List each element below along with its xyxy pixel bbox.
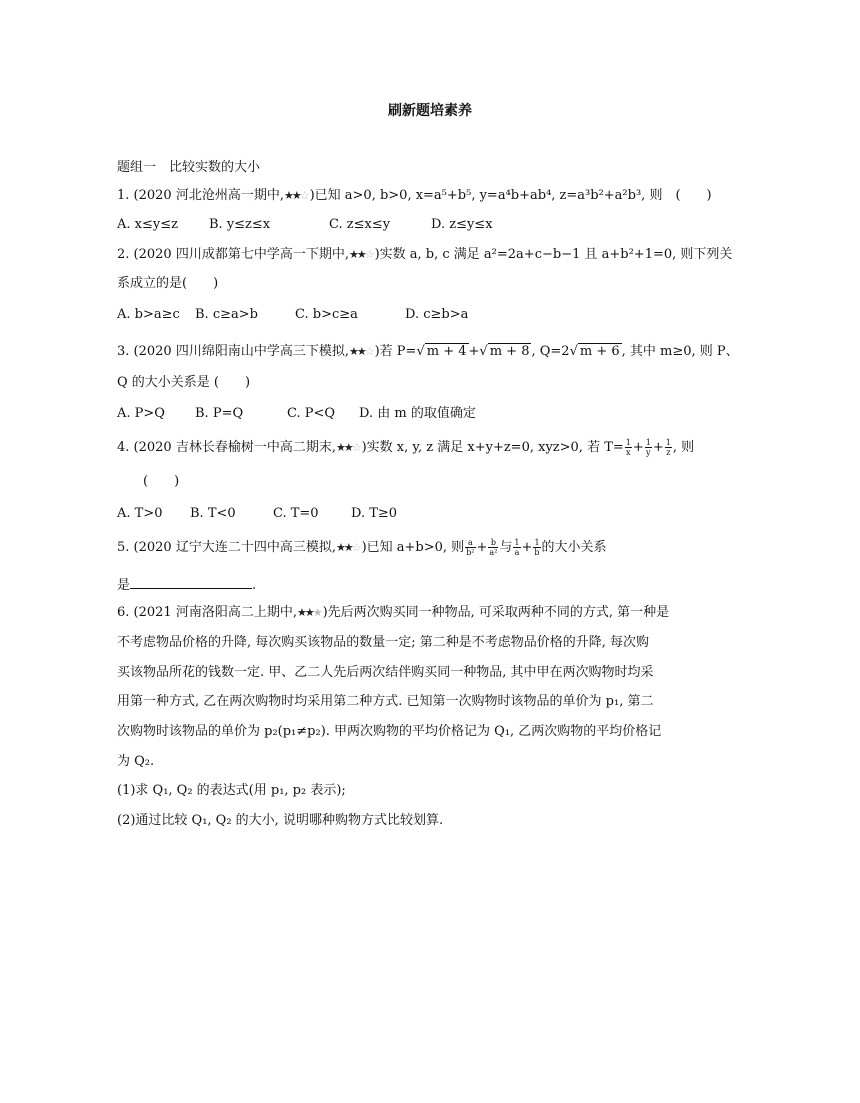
- question-6-line: 买该物品所花的钱数一定. 甲、乙二人先后两次结伴购买同一种物品, 其中甲在两次购物时均采: [117, 665, 654, 680]
- fraction: $\frac{b}{\text{a²}}$: [489, 538, 498, 557]
- question-6-part-1: (1)求 Q₁, Q₂ 的表达式(用 p₁, p₂ 表示);: [117, 783, 346, 798]
- fraction: $\frac{a}{\text{b²}}$: [466, 538, 475, 557]
- difficulty-stars-icon: ★★☆: [335, 541, 360, 554]
- option-d: D. 由 m 的取值确定: [359, 406, 476, 421]
- question-6-line: 次购物时该物品的单价为 p₂(p₁≠p₂). 甲两次购物的平均价格记为 Q₁, 乙两次购物的平均价格记: [117, 724, 662, 739]
- difficulty-stars-icon: ★★☆: [348, 345, 373, 358]
- option-b: B. P=Q: [195, 406, 244, 421]
- question-4-answer-paren: ( ): [143, 474, 180, 489]
- difficulty-stars-icon: ★★☆: [335, 441, 360, 454]
- difficulty-stars-icon: ★★☆: [348, 248, 373, 261]
- option-c: C. P<Q: [287, 406, 336, 421]
- question-6-line: 用第一种方式, 乙在两次购物时均采用第二种方式. 已知第一次购物时该物品的单价为 p₁, 第二: [117, 694, 654, 709]
- question-6-line: 为 Q₂.: [117, 754, 155, 769]
- question-5-line-2: 是 .: [117, 574, 256, 596]
- option-d: D. T≥0: [351, 506, 398, 521]
- group-heading: 题组一 比较实数的大小: [117, 160, 261, 175]
- question-3-line-2: Q 的大小关系是 ( ): [117, 375, 251, 390]
- difficulty-stars-icon: ★★☆: [283, 189, 308, 202]
- fraction: $\frac{1}{b}$: [534, 538, 540, 557]
- option-c: C. T=0: [273, 506, 319, 521]
- fraction: $\frac{1}{y}$: [645, 438, 651, 457]
- question-6: 6. (2021 河南洛阳高二上期中,★★★ )先后两次购买同一种物品, 可采取两种不同的方式, 第一种是: [117, 603, 669, 623]
- option-d: D. c≥b>a: [405, 307, 469, 322]
- option-b: B. y≤z≤x: [209, 217, 271, 232]
- answer-blank[interactable]: [130, 574, 252, 589]
- sqrt-expression: √ m + 6: [569, 344, 620, 359]
- option-a: A. P>Q: [117, 406, 165, 421]
- question-1-options: [117, 215, 493, 235]
- question-4: 4. (2020 吉林长春榆树一中高二期末,★★☆ )实数 x, y, z 满足 x+y+z=0, xyz>0, 若 T= $\frac{1}{x}$ + $\frac{1}{y}$ + $\frac{1}{z}$ , 则: [117, 438, 695, 457]
- option-d: D. z≤y≤x: [431, 217, 493, 232]
- option-b: B. c≥a>b: [195, 307, 258, 322]
- question-2-options: [117, 305, 468, 325]
- fraction: $\frac{1}{x}$: [625, 438, 631, 457]
- option-c: C. b>c≥a: [295, 307, 358, 322]
- question-6-part-2: (2)通过比较 Q₁, Q₂ 的大小, 说明哪种购物方式比较划算.: [117, 813, 444, 828]
- fraction: $\frac{1}{a}$: [514, 538, 520, 557]
- question-1: 1. (2020 河北沧州高一期中,★★☆ )已知 a>0, b>0, x=a⁵+b⁵, y=a⁴b+ab⁴, z=a³b²+a²b³, 则 ( ): [117, 186, 712, 206]
- option-a: A. x≤y≤z: [117, 217, 178, 232]
- fraction: $\frac{1}{z}$: [665, 438, 671, 457]
- option-a: A. b>a≥c: [117, 307, 180, 322]
- question-3-options: [117, 404, 476, 424]
- question-2-line-2: 系成立的是( ): [117, 276, 219, 291]
- question-5: 5. (2020 辽宁大连二十四中高三模拟,★★☆ )已知 a+b>0, 则 $\frac{a}{\text{b²}}$ + $\frac{b}{\text{a²}}$ 与 $\frac{1}{a}$ + $\frac{1}{b}$ 的大小关系: [117, 538, 607, 557]
- option-b: B. T<0: [190, 506, 236, 521]
- question-4-options: [117, 504, 397, 524]
- sqrt-expression: √ m + 4: [416, 344, 467, 359]
- question-6-line: 不考虑物品价格的升降, 每次购买该物品的数量一定; 第二种是不考虑物品价格的升降, 每次购: [117, 635, 650, 650]
- question-3: 3. (2020 四川绵阳南山中学高三下模拟,★★☆ )若 P=√ m + 4 +√ m + 8 , Q=2√ m + 6 , 其中 m≥0, 则 P、: [117, 342, 739, 362]
- option-c: C. z≤x≤y: [329, 217, 391, 232]
- page-title: 刷新题培素养: [388, 103, 472, 119]
- sqrt-expression: √ m + 8: [479, 344, 530, 359]
- option-a: A. T>0: [117, 506, 163, 521]
- question-2: 2. (2020 四川成都第七中学高一下期中,★★☆ )实数 a, b, c 满足 a²=2a+c−b−1 且 a+b²+1=0, 则下列关: [117, 245, 732, 265]
- difficulty-stars-icon: ★★★: [296, 606, 321, 619]
